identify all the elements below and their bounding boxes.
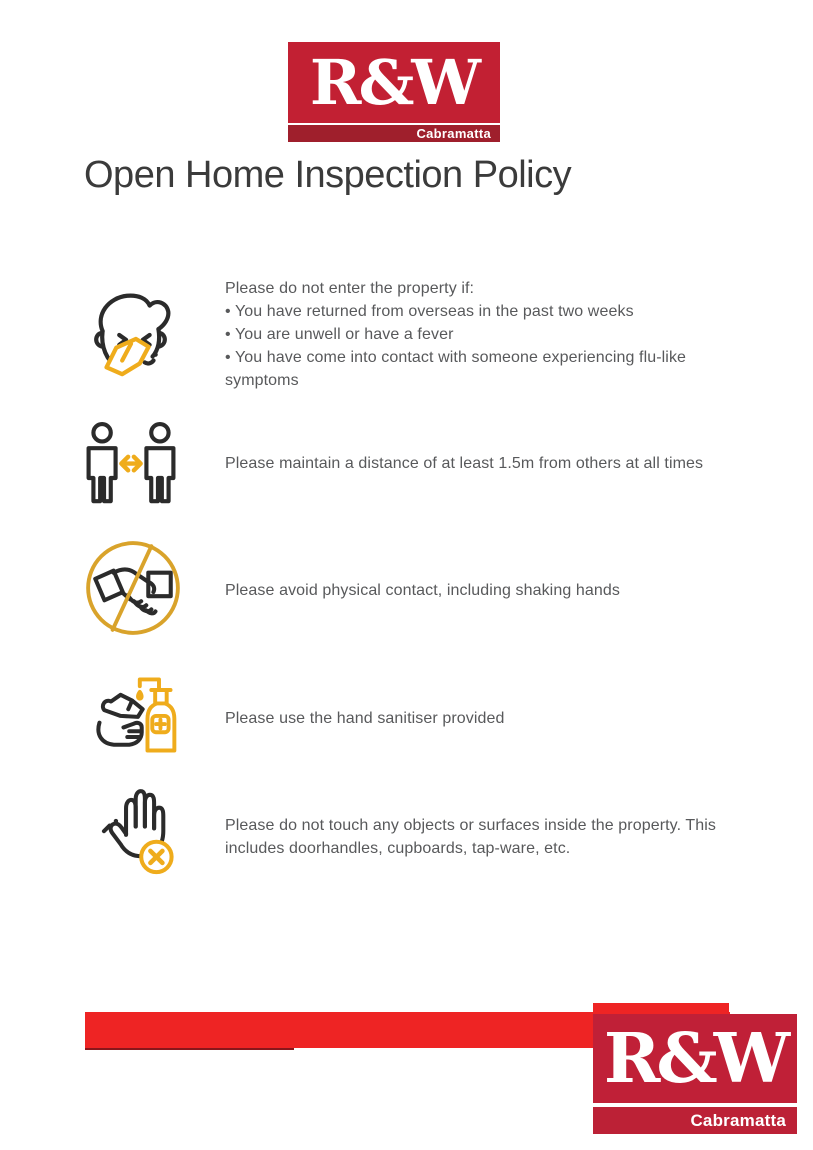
- hand-sanitiser-icon: [86, 666, 184, 762]
- rule-line: Please avoid physical contact, including shaking hands: [225, 582, 620, 599]
- rule-use-sanitiser: [225, 707, 505, 730]
- rw-logo-top-location: Cabramatta: [288, 125, 500, 142]
- rule-line: symptoms: [225, 372, 299, 389]
- rule-line: Please do not touch any objects or surfaces inside the property. This: [225, 817, 717, 834]
- rw-logo-top-brand: R&W: [288, 42, 500, 123]
- rule-no-contact: [225, 579, 620, 602]
- rule-line: • You are unwell or have a fever: [225, 326, 454, 343]
- rule-line: includes doorhandles, cupboards, tap-ware, etc.: [225, 840, 571, 857]
- rule-line: Please maintain a distance of at least 1.5m from others at all times: [225, 455, 704, 472]
- rw-logo-top: [288, 42, 500, 142]
- footer-bar-shadow-line: [85, 1048, 294, 1050]
- no-touch-icon: [92, 787, 184, 879]
- rule-do-not-enter: [225, 277, 686, 392]
- rw-logo-bottom: [593, 1014, 797, 1134]
- rule-distance: [225, 452, 703, 475]
- social-distance-icon: [78, 419, 184, 511]
- rw-logo-bottom-location: Cabramatta: [593, 1107, 797, 1134]
- rule-line: • You have returned from overseas in the past two weeks: [225, 303, 634, 320]
- rule-line: Please use the hand sanitiser provided: [225, 710, 505, 727]
- rule-line: • You have come into contact with someone experiencing flu-like: [225, 349, 687, 366]
- rule-no-touch: [225, 814, 716, 860]
- no-handshake-icon: [82, 537, 184, 639]
- sneezing-person-icon: [82, 283, 180, 385]
- rw-logo-bottom-brand: R&W: [593, 1014, 797, 1103]
- rule-line: Please do not enter the property if:: [225, 280, 475, 297]
- page-title: Open Home Inspection Policy: [84, 154, 572, 196]
